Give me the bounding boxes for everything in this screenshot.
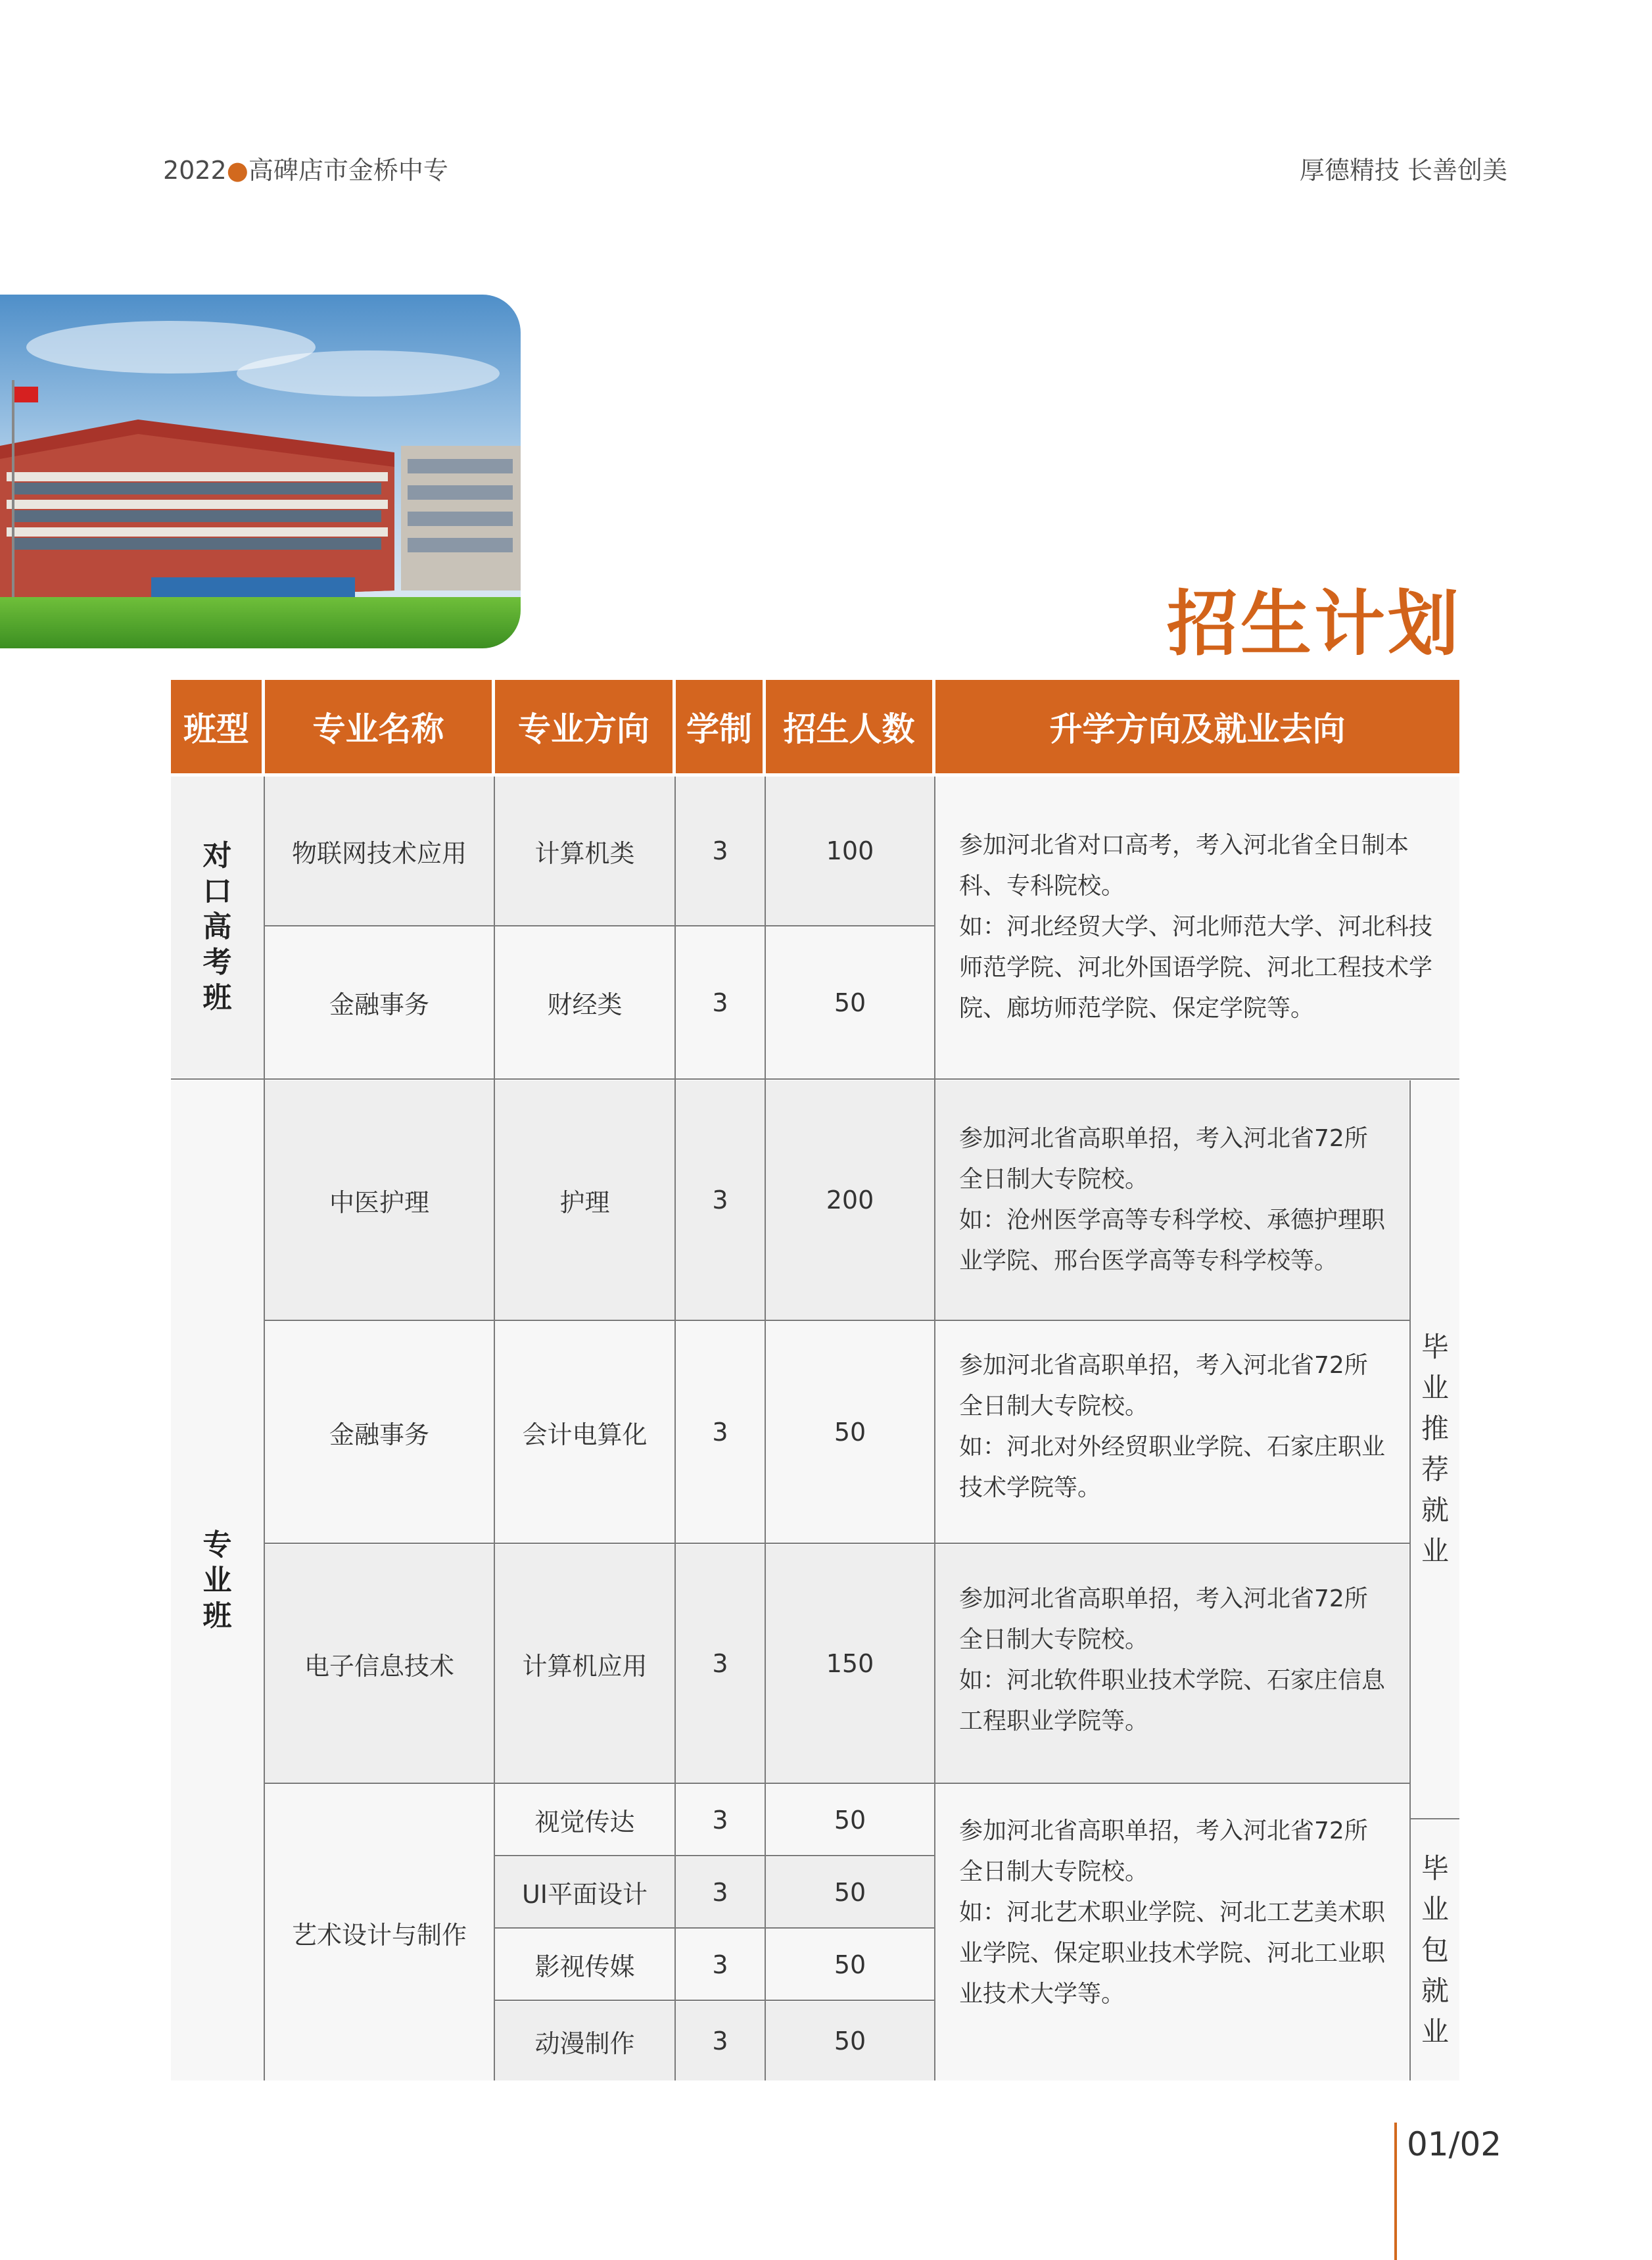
class-type-char: 班 [202, 981, 232, 1015]
destination-cell [935, 1545, 1409, 1783]
count-cell: 50 [766, 2002, 934, 2080]
destination-cell [935, 777, 1459, 1078]
employment-char: 荐 [1421, 1453, 1449, 1485]
grid-line [494, 777, 495, 2080]
school-building-photo [0, 295, 521, 648]
destination-examples: 如：河北软件职业技术学院、石家庄信息工程职业学院等。 [959, 1667, 1386, 1735]
direction-cell: 动漫制作 [495, 2002, 674, 2080]
page-number: 01/02 [1407, 2125, 1502, 2163]
grid-line [264, 777, 265, 2080]
header-dot: ● [226, 156, 248, 185]
years-cell: 3 [676, 1857, 765, 1927]
header-school [163, 150, 448, 186]
th-class-type: 班型 [171, 680, 262, 773]
th-direction: 专业方向 [495, 680, 673, 773]
major-cell: 金融事务 [265, 1322, 494, 1543]
grid-line [1411, 1818, 1459, 1819]
employment-char: 毕 [1421, 1331, 1449, 1363]
class-type-gaokao [171, 777, 264, 1078]
header-year: 2022 [163, 156, 227, 185]
class-type-char: 考 [202, 946, 232, 979]
page-title: 招生计划 [1166, 583, 1461, 665]
direction-cell: 视觉传达 [495, 1785, 674, 1855]
count-cell: 150 [766, 1545, 934, 1783]
count-cell: 100 [766, 777, 934, 925]
grid-line [1409, 1080, 1411, 2080]
count-cell: 50 [766, 1857, 934, 1927]
employment-char: 业 [1421, 1893, 1449, 1925]
destination-cell [935, 1080, 1409, 1320]
grid-line [494, 1927, 935, 1929]
destination-text: 参加河北省高职单招，考入河北省72所全日制大专院校。 [959, 1585, 1368, 1653]
count-cell: 50 [766, 1785, 934, 1855]
destination-examples: 如：河北对外经贸职业学院、石家庄职业技术学院等。 [959, 1433, 1386, 1501]
grid-line [264, 1543, 1411, 1544]
years-cell: 3 [676, 2002, 765, 2080]
grid-line [765, 777, 766, 2080]
class-type-char: 高 [202, 910, 232, 944]
class-type-char: 班 [202, 1599, 232, 1633]
employment-char: 业 [1421, 2015, 1449, 2048]
major-cell: 艺术设计与制作 [265, 1785, 494, 2080]
years-cell: 3 [676, 1080, 765, 1320]
class-type-char: 业 [202, 1563, 232, 1597]
grid-line [264, 925, 935, 926]
major-cell: 金融事务 [265, 927, 494, 1078]
direction-cell: 护理 [495, 1080, 674, 1320]
years-cell: 3 [676, 1322, 765, 1543]
count-cell: 50 [766, 1929, 934, 2000]
employment-char: 业 [1421, 1372, 1449, 1404]
destination-examples: 如：河北艺术职业学院、河北工艺美术职业学院、保定职业技术学院、河北工业职业技术大学等。 [959, 1899, 1386, 2008]
major-cell: 中医护理 [265, 1080, 494, 1320]
years-cell: 3 [676, 927, 765, 1078]
count-cell: 200 [766, 1080, 934, 1320]
grid-line [674, 777, 676, 2080]
th-destination: 升学方向及就业去向 [935, 680, 1459, 773]
header-motto: 厚德精技 长善创美 [1299, 156, 1507, 185]
employment-char: 包 [1421, 1934, 1449, 1966]
employment-char: 业 [1421, 1535, 1449, 1567]
grid-line [494, 1855, 935, 1856]
page-number-bar [1394, 2123, 1397, 2260]
employment-char: 就 [1421, 1975, 1449, 2007]
destination-text: 参加河北省对口高考，考入河北省全日制本科、专科院校。 [959, 832, 1409, 900]
major-cell: 物联网技术应用 [265, 777, 494, 925]
direction-cell: 影视传媒 [495, 1929, 674, 2000]
years-cell: 3 [676, 777, 765, 925]
class-type-char: 口 [202, 875, 232, 908]
destination-examples: 如：沧州医学高等专科学校、承德护理职业学院、邢台医学高等专科学校等。 [959, 1207, 1386, 1274]
destination-text: 参加河北省高职单招，考入河北省72所全日制大专院校。 [959, 1125, 1368, 1193]
class-type-char: 对 [202, 839, 232, 873]
direction-cell: 会计电算化 [495, 1322, 674, 1543]
direction-cell: UI平面设计 [495, 1857, 674, 1927]
class-type-char: 专 [202, 1527, 232, 1562]
grid-line [264, 1320, 1411, 1321]
employment-recommended [1411, 1080, 1459, 1818]
employment-char: 就 [1421, 1494, 1449, 1526]
years-cell: 3 [676, 1785, 765, 1855]
class-type-vocational [171, 1080, 264, 2080]
destination-text: 参加河北省高职单招，考入河北省72所全日制大专院校。 [959, 1817, 1368, 1885]
grid-line [171, 1078, 1459, 1080]
destination-cell [935, 1785, 1409, 2080]
th-years: 学制 [676, 680, 763, 773]
employment-guaranteed [1411, 1820, 1459, 2080]
major-cell: 电子信息技术 [265, 1545, 494, 1783]
destination-cell [935, 1322, 1409, 1543]
years-cell: 3 [676, 1929, 765, 2000]
count-cell: 50 [766, 1322, 934, 1543]
grid-line [934, 777, 935, 2080]
destination-text: 参加河北省高职单招，考入河北省72所全日制大专院校。 [959, 1352, 1368, 1420]
destination-examples: 如：河北经贸大学、河北师范大学、河北科技师范学院、河北外国语学院、河北工程技术学院、廊坊师范学院、保定学院等。 [959, 913, 1433, 1022]
employment-char: 毕 [1421, 1852, 1449, 1885]
th-major-name: 专业名称 [265, 680, 492, 773]
years-cell: 3 [676, 1545, 765, 1783]
grid-line [264, 1783, 1411, 1784]
count-cell: 50 [766, 927, 934, 1078]
th-count: 招生人数 [766, 680, 932, 773]
header-school-name: 高碑店市金桥中专 [248, 156, 448, 185]
grid-line [494, 2000, 935, 2001]
direction-cell: 计算机类 [495, 777, 674, 925]
direction-cell: 财经类 [495, 927, 674, 1078]
employment-char: 推 [1421, 1412, 1449, 1445]
direction-cell: 计算机应用 [495, 1545, 674, 1783]
